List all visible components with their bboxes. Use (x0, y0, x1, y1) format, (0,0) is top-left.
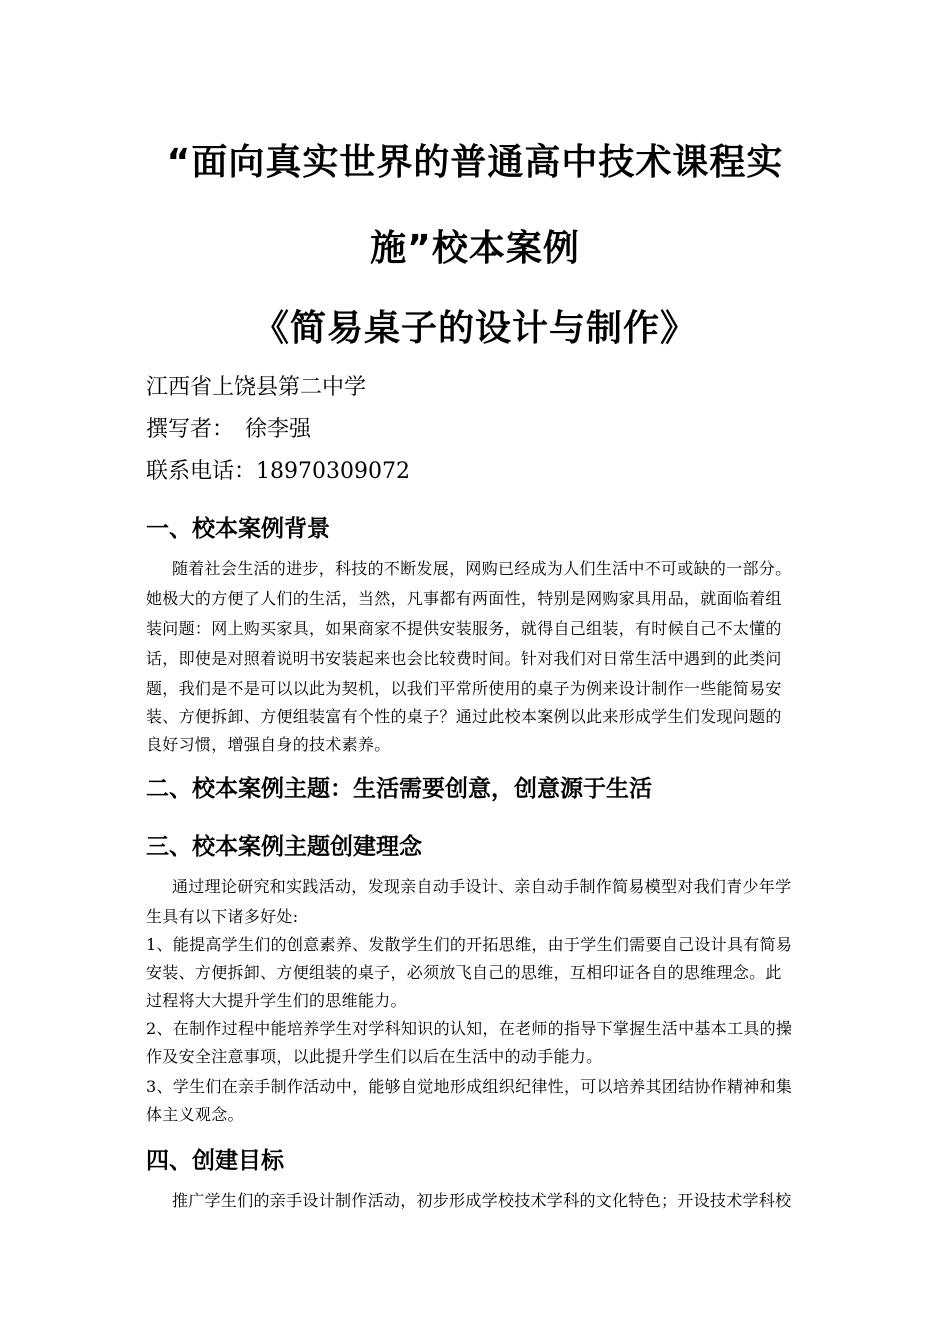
section-3-line: 过程将大大提升学生们的思维能力。 (146, 991, 407, 1010)
section-1-line: 良好习惯，增强自身的技术素养。 (146, 735, 391, 754)
section-3-line: 3、学生们在亲手制作活动中，能够自觉地形成组织纪律性，可以培养其团结协作精神和集 (146, 1077, 793, 1096)
section-3-line: 生具有以下诸多好处: (146, 907, 299, 926)
title-line-2: 施”校本案例 (370, 228, 580, 269)
section-2-heading: 二、校本案例主题：生活需要创意，创意源于生活 (146, 776, 652, 802)
phone-line: 联系电话：18970309072 (146, 459, 410, 484)
school-name: 江西省上饶县第二中学 (146, 375, 367, 400)
section-3-line: 安装、方便拆卸、方便组装的桌子，必须放飞自己的思维，互相印证各自的思维理念。此 (146, 963, 782, 982)
section-3-line: 1、能提高学生们的创意素养、发散学生们的开拓思维，由于学生们需要自己设计具有简易 (146, 935, 793, 954)
title-line-3: 《简易桌子的设计与制作》 (252, 308, 697, 349)
section-1-line: 装、方便拆卸、方便组装富有个性的桌子？通过此校本案例以此来形成学生们发现问题的 (146, 707, 782, 726)
section-3-line: 通过理论研究和实践活动，发现亲自动手设计、亲自动手制作简易模型对我们青少年学 (172, 877, 792, 896)
title-line-1: “面向真实世界的普通高中技术课程实 (166, 142, 784, 183)
section-3-heading: 三、校本案例主题创建理念 (146, 834, 422, 860)
section-1-line: 随着社会生活的进步，科技的不断发展，网购已经成为人们生活中不可或缺的一部分。 (172, 559, 792, 578)
section-3-line: 体主义观念。 (146, 1105, 244, 1124)
section-1-heading: 一、校本案例背景 (146, 516, 330, 542)
section-4-heading: 四、创建目标 (146, 1148, 284, 1174)
section-4-line: 推广学生们的亲手设计制作活动，初步形成学校技术学科的文化特色；开设技术学科校 (172, 1191, 792, 1210)
section-1-line: 装问题：网上购买家具，如果商家不提供安装服务，就得自己组装，有时候自己不太懂的 (146, 619, 782, 638)
section-1-line: 题，我们是不是可以以此为契机，以我们平常所使用的桌子为例来设计制作一些能简易安 (146, 679, 782, 698)
author-line: 撰写者： 徐李强 (146, 417, 312, 442)
section-1-line: 她极大的方便了人们的生活，当然，凡事都有两面性，特别是网购家具用品，就面临着组 (146, 589, 782, 608)
section-1-line: 话，即使是对照着说明书安装起来也会比较费时间。针对我们对日常生活中遇到的此类问 (146, 649, 782, 668)
section-3-line: 2、在制作过程中能培养学生对学科知识的认知，在老师的指导下掌握生活中基本工具的操 (146, 1019, 793, 1038)
section-3-line: 作及安全注意事项，以此提升学生们以后在生活中的动手能力。 (146, 1047, 603, 1066)
